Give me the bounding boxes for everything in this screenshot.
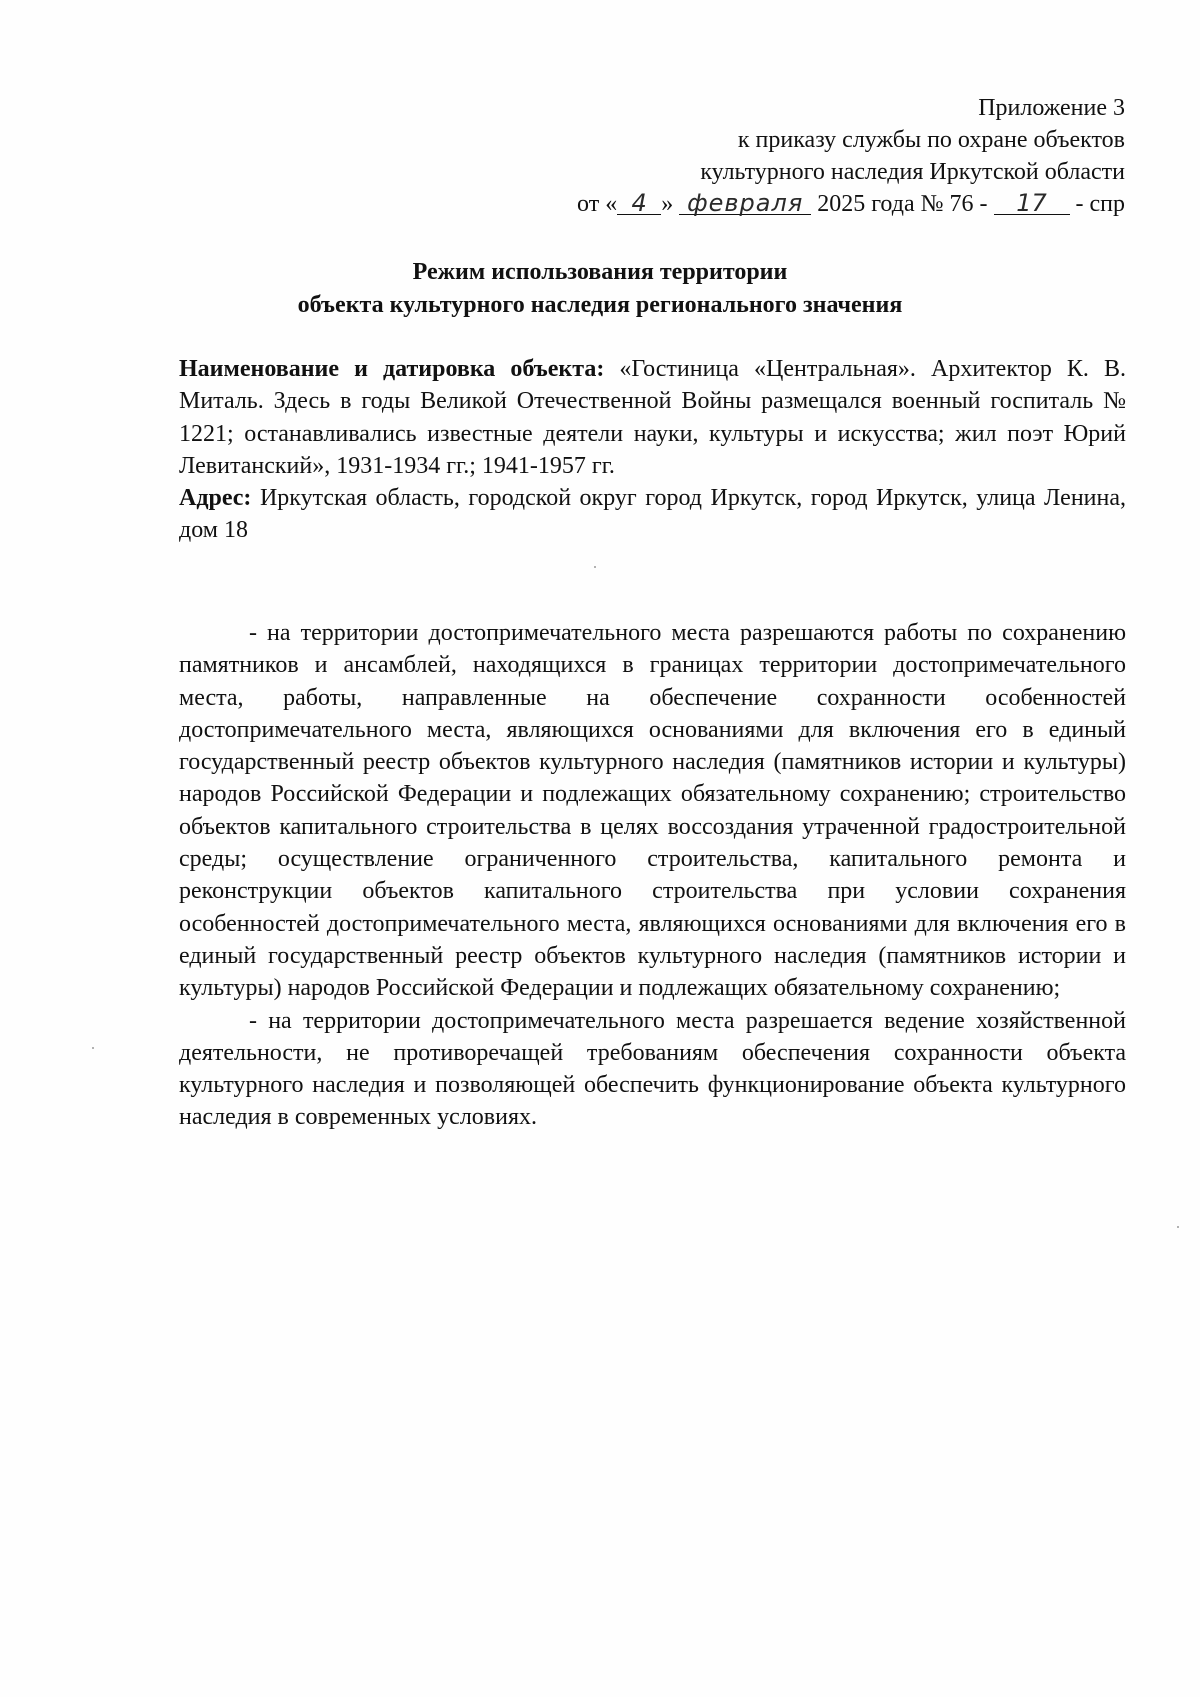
order-reference: к приказу службы по охране объектов — [737, 127, 1125, 153]
appendix-label: Приложение 3 — [978, 95, 1125, 121]
order-suffix: - спр — [1075, 191, 1125, 217]
order-date-number — [577, 188, 1125, 220]
date-prefix: от « — [577, 191, 618, 217]
usage-rules — [179, 617, 1126, 1134]
scan-speck — [594, 566, 596, 568]
object-name-value: «Гостиница «Центральная». Архитектор К. В. Миталь. Здесь в годы Великой Отечественной Войны размещался военный госпиталь № 1221; останавливались известные деятели науки, культуры и искусства; жил поэт Юрий Левитанский», 1931-1934 гг.; 1941-1957 гг. — [179, 356, 1126, 479]
object-name-label: Наименование и датировка объекта: — [179, 356, 605, 382]
address-value: Иркутская область, городской округ город Иркутск, город Иркутск, улица Ленина, дом 18 — [179, 485, 1127, 544]
handwritten-month: февраля — [679, 192, 811, 215]
scan-speck — [92, 1047, 94, 1049]
issuing-authority: культурного наследия Иркутской области — [700, 159, 1125, 185]
document-title — [0, 256, 1200, 322]
handwritten-order-number: 17 — [994, 192, 1070, 215]
order-year-number: 2025 года № 76 - — [817, 191, 988, 217]
rule-paragraph: - на территории достопримечательного места разрешаются работы по сохранению памятников и ансамблей, находящихся в границах территории достопримечательного места, работы, направленные на обеспечение сохранности особенностей достопримечательного места, являющихся основаниями для включения его в единый государственный реестр объектов культурного наследия (памятников истории и культуры) народов Российской Федерации и подлежащих обязательному сохранению; строительство объектов капитального строительства в целях воссоздания утраченной градостроительной среды; осуществление ограниченного строительства, капитального ремонта и реконструкции объектов капитального строительства при условии сохранения особенностей достопримечательного места, являющихся основаниями для включения его в единый государственный реестр объектов культурного наследия (памятников истории и культуры) народов Российской Федерации и подлежащих обязательному сохранению; — [179, 620, 1126, 1002]
object-name-paragraph — [179, 353, 1126, 482]
scan-speck — [1177, 1226, 1179, 1228]
title-line-1: Режим использования территории — [412, 259, 788, 285]
title-line-2: объекта культурного наследия регионального значения — [297, 292, 903, 318]
rule-paragraph: - на территории достопримечательного места разрешается ведение хозяйственной деятельности, не противоречащей требованиям обеспечения сохранности объекта культурного наследия и позволяющей обеспечить функционирование объекта культурного наследия в современных условиях. — [179, 1007, 1126, 1131]
object-address-paragraph — [179, 482, 1126, 547]
handwritten-day: 4 — [617, 192, 661, 215]
appendix-header — [577, 92, 1125, 220]
address-label: Адрес: — [179, 485, 252, 512]
object-description — [179, 353, 1126, 547]
date-quote-close: » — [661, 191, 674, 217]
